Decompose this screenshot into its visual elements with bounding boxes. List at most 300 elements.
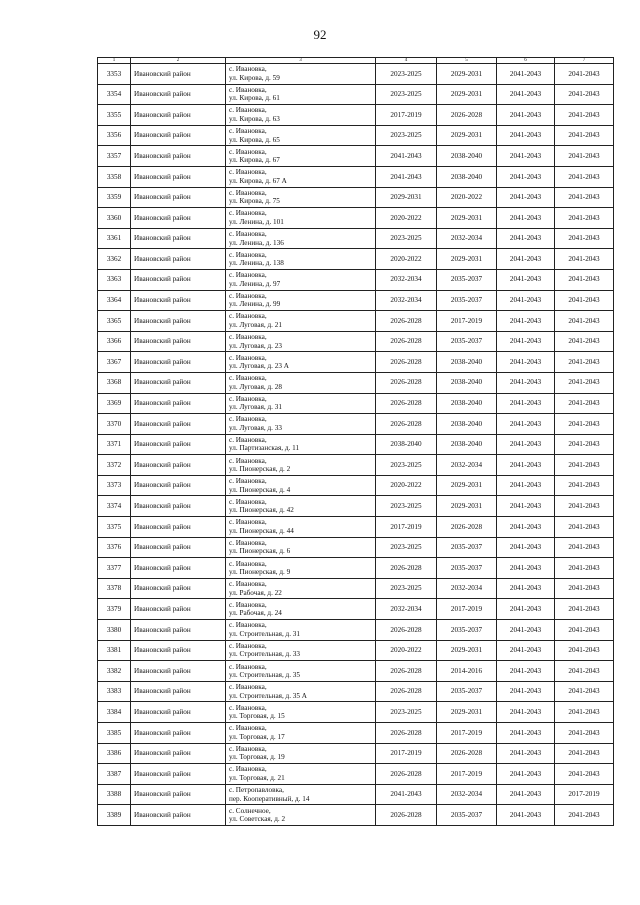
table-row bbox=[98, 372, 614, 393]
address-cell bbox=[226, 187, 376, 208]
period-col4-cell: 2026-2028 bbox=[376, 805, 437, 826]
period-col5-cell: 2026-2028 bbox=[437, 105, 497, 126]
address-cell bbox=[226, 166, 376, 187]
table-row bbox=[98, 105, 614, 126]
row-number-cell: 3389 bbox=[98, 805, 131, 826]
period-col4-cell: 2029-2031 bbox=[376, 187, 437, 208]
district-cell: Ивановский район bbox=[131, 311, 226, 332]
address-cell bbox=[226, 311, 376, 332]
row-number-cell: 3363 bbox=[98, 269, 131, 290]
period-col4-cell: 2032-2034 bbox=[376, 599, 437, 620]
address-street: ул. Ленина, д. 138 bbox=[229, 259, 284, 268]
table-row bbox=[98, 208, 614, 229]
period-col4-cell: 2038-2040 bbox=[376, 434, 437, 455]
table-body bbox=[98, 64, 614, 826]
address-settlement: с. Ивановка, bbox=[229, 415, 267, 424]
address-settlement: с. Ивановка, bbox=[229, 518, 267, 527]
period-col5-cell: 2029-2031 bbox=[437, 84, 497, 105]
period-col5-cell: 2032-2034 bbox=[437, 578, 497, 599]
row-number-cell: 3377 bbox=[98, 558, 131, 579]
row-number-cell: 3373 bbox=[98, 475, 131, 496]
period-col6-cell: 2041-2043 bbox=[497, 475, 555, 496]
address-cell bbox=[226, 208, 376, 229]
period-col4-cell: 2020-2022 bbox=[376, 640, 437, 661]
address-street: ул. Строительная, д. 35 А bbox=[229, 691, 307, 700]
period-col5-cell: 2032-2034 bbox=[437, 784, 497, 805]
district-cell: Ивановский район bbox=[131, 764, 226, 785]
address-cell bbox=[226, 434, 376, 455]
period-col6-cell: 2041-2043 bbox=[497, 269, 555, 290]
address-cell bbox=[226, 228, 376, 249]
address-cell bbox=[226, 661, 376, 682]
period-col6-cell: 2041-2043 bbox=[497, 681, 555, 702]
period-col6-cell: 2041-2043 bbox=[497, 84, 555, 105]
address-settlement: с. Ивановка, bbox=[229, 435, 267, 444]
district-cell: Ивановский район bbox=[131, 414, 226, 435]
period-col7-cell: 2017-2019 bbox=[555, 784, 614, 805]
period-col5-cell: 2035-2037 bbox=[437, 269, 497, 290]
address-street: ул. Ленина, д. 136 bbox=[229, 238, 284, 247]
address-street: ул. Строительная, д. 31 bbox=[229, 629, 300, 638]
district-cell: Ивановский район bbox=[131, 640, 226, 661]
period-col4-cell: 2026-2028 bbox=[376, 723, 437, 744]
period-col4-cell: 2032-2034 bbox=[376, 290, 437, 311]
row-number-cell: 3356 bbox=[98, 125, 131, 146]
address-cell bbox=[226, 249, 376, 270]
table-row bbox=[98, 290, 614, 311]
period-col7-cell: 2041-2043 bbox=[555, 249, 614, 270]
row-number-cell: 3357 bbox=[98, 146, 131, 167]
address-cell bbox=[226, 331, 376, 352]
period-col7-cell: 2041-2043 bbox=[555, 146, 614, 167]
address-street: ул. Пионерская, д. 9 bbox=[229, 568, 291, 577]
period-col7-cell: 2041-2043 bbox=[555, 166, 614, 187]
address-street: ул. Торговая, д. 17 bbox=[229, 732, 285, 741]
address-cell bbox=[226, 372, 376, 393]
period-col4-cell: 2017-2019 bbox=[376, 743, 437, 764]
address-cell bbox=[226, 414, 376, 435]
period-col6-cell: 2041-2043 bbox=[497, 702, 555, 723]
address-cell bbox=[226, 640, 376, 661]
address-settlement: с. Ивановка, bbox=[229, 744, 267, 753]
address-street: ул. Пионерская, д. 44 bbox=[229, 526, 294, 535]
row-number-cell: 3388 bbox=[98, 784, 131, 805]
district-cell: Ивановский район bbox=[131, 372, 226, 393]
address-street: ул. Партизанская, д. 11 bbox=[229, 444, 300, 453]
period-col5-cell: 2032-2034 bbox=[437, 228, 497, 249]
district-cell: Ивановский район bbox=[131, 393, 226, 414]
row-number-cell: 3359 bbox=[98, 187, 131, 208]
address-cell bbox=[226, 784, 376, 805]
district-cell: Ивановский район bbox=[131, 331, 226, 352]
period-col4-cell: 2026-2028 bbox=[376, 414, 437, 435]
period-col5-cell: 2035-2037 bbox=[437, 805, 497, 826]
row-number-cell: 3379 bbox=[98, 599, 131, 620]
address-street: ул. Луговая, д. 31 bbox=[229, 403, 282, 412]
address-settlement: с. Ивановка, bbox=[229, 147, 267, 156]
table-row bbox=[98, 249, 614, 270]
district-cell: Ивановский район bbox=[131, 228, 226, 249]
period-col5-cell: 2026-2028 bbox=[437, 743, 497, 764]
address-settlement: с. Ивановка, bbox=[229, 765, 267, 774]
district-cell: Ивановский район bbox=[131, 475, 226, 496]
row-number-cell: 3368 bbox=[98, 372, 131, 393]
period-col5-cell: 2035-2037 bbox=[437, 331, 497, 352]
address-settlement: с. Ивановка, bbox=[229, 85, 267, 94]
period-col4-cell: 2026-2028 bbox=[376, 661, 437, 682]
period-col5-cell: 2035-2037 bbox=[437, 620, 497, 641]
period-col7-cell: 2041-2043 bbox=[555, 764, 614, 785]
period-col6-cell: 2041-2043 bbox=[497, 558, 555, 579]
address-settlement: с. Петропавловка, bbox=[229, 786, 284, 795]
table-row bbox=[98, 743, 614, 764]
address-street: ул. Рабочая, д. 24 bbox=[229, 609, 282, 618]
address-settlement: с. Ивановка, bbox=[229, 662, 267, 671]
period-col4-cell: 2017-2019 bbox=[376, 105, 437, 126]
period-col4-cell: 2023-2025 bbox=[376, 125, 437, 146]
column-number: 4 bbox=[376, 58, 437, 64]
row-number-cell: 3365 bbox=[98, 311, 131, 332]
period-col4-cell: 2041-2043 bbox=[376, 784, 437, 805]
district-cell: Ивановский район bbox=[131, 620, 226, 641]
district-cell: Ивановский район bbox=[131, 537, 226, 558]
table-row bbox=[98, 434, 614, 455]
address-settlement: с. Ивановка, bbox=[229, 477, 267, 486]
district-cell: Ивановский район bbox=[131, 434, 226, 455]
period-col4-cell: 2026-2028 bbox=[376, 764, 437, 785]
district-cell: Ивановский район bbox=[131, 105, 226, 126]
district-cell: Ивановский район bbox=[131, 166, 226, 187]
row-number-cell: 3387 bbox=[98, 764, 131, 785]
period-col5-cell: 2032-2034 bbox=[437, 455, 497, 476]
table-row bbox=[98, 84, 614, 105]
period-col7-cell: 2041-2043 bbox=[555, 681, 614, 702]
district-cell: Ивановский район bbox=[131, 784, 226, 805]
period-col4-cell: 2026-2028 bbox=[376, 681, 437, 702]
table-row bbox=[98, 455, 614, 476]
period-col4-cell: 2023-2025 bbox=[376, 537, 437, 558]
page-number: 92 bbox=[313, 27, 327, 42]
column-number: 7 bbox=[555, 58, 614, 64]
district-cell: Ивановский район bbox=[131, 352, 226, 373]
period-col5-cell: 2038-2040 bbox=[437, 393, 497, 414]
period-col7-cell: 2041-2043 bbox=[555, 517, 614, 538]
address-cell bbox=[226, 105, 376, 126]
address-cell bbox=[226, 702, 376, 723]
period-col6-cell: 2041-2043 bbox=[497, 393, 555, 414]
period-col5-cell: 2029-2031 bbox=[437, 475, 497, 496]
period-col5-cell: 2038-2040 bbox=[437, 146, 497, 167]
period-col6-cell: 2041-2043 bbox=[497, 784, 555, 805]
address-street: пер. Кооперативный, д. 14 bbox=[229, 794, 310, 803]
district-cell: Ивановский район bbox=[131, 249, 226, 270]
district-cell: Ивановский район bbox=[131, 578, 226, 599]
period-col7-cell: 2041-2043 bbox=[555, 434, 614, 455]
period-col4-cell: 2017-2019 bbox=[376, 517, 437, 538]
period-col5-cell: 2038-2040 bbox=[437, 434, 497, 455]
period-col5-cell: 2029-2031 bbox=[437, 640, 497, 661]
address-settlement: с. Ивановка, bbox=[229, 291, 267, 300]
row-number-cell: 3360 bbox=[98, 208, 131, 229]
address-cell bbox=[226, 84, 376, 105]
address-street: ул. Торговая, д. 19 bbox=[229, 753, 285, 762]
period-col5-cell: 2029-2031 bbox=[437, 208, 497, 229]
period-col6-cell: 2041-2043 bbox=[497, 743, 555, 764]
district-cell: Ивановский район bbox=[131, 146, 226, 167]
period-col7-cell: 2041-2043 bbox=[555, 228, 614, 249]
column-number: 2 bbox=[131, 58, 226, 64]
district-cell: Ивановский район bbox=[131, 64, 226, 85]
period-col6-cell: 2041-2043 bbox=[497, 537, 555, 558]
period-col7-cell: 2041-2043 bbox=[555, 640, 614, 661]
period-col4-cell: 2023-2025 bbox=[376, 455, 437, 476]
period-col6-cell: 2041-2043 bbox=[497, 805, 555, 826]
district-cell: Ивановский район bbox=[131, 681, 226, 702]
address-settlement: с. Ивановка, bbox=[229, 333, 267, 342]
address-settlement: с. Ивановка, bbox=[229, 65, 267, 74]
table-row bbox=[98, 578, 614, 599]
address-settlement: с. Ивановка, bbox=[229, 312, 267, 321]
period-col6-cell: 2041-2043 bbox=[497, 187, 555, 208]
period-col7-cell: 2041-2043 bbox=[555, 208, 614, 229]
period-col5-cell: 2029-2031 bbox=[437, 702, 497, 723]
address-street: ул. Ленина, д. 101 bbox=[229, 217, 284, 226]
period-col6-cell: 2041-2043 bbox=[497, 640, 555, 661]
period-col4-cell: 2023-2025 bbox=[376, 228, 437, 249]
table-row bbox=[98, 352, 614, 373]
period-col6-cell: 2041-2043 bbox=[497, 64, 555, 85]
address-street: ул. Луговая, д. 21 bbox=[229, 320, 282, 329]
address-settlement: с. Ивановка, bbox=[229, 683, 267, 692]
period-col7-cell: 2041-2043 bbox=[555, 269, 614, 290]
table-row bbox=[98, 805, 614, 826]
period-col6-cell: 2041-2043 bbox=[497, 311, 555, 332]
period-col5-cell: 2038-2040 bbox=[437, 372, 497, 393]
address-settlement: с. Ивановка, bbox=[229, 106, 267, 115]
period-col6-cell: 2041-2043 bbox=[497, 764, 555, 785]
address-settlement: с. Ивановка, bbox=[229, 168, 267, 177]
address-street: ул. Кирова, д. 75 bbox=[229, 197, 280, 206]
column-number: 1 bbox=[98, 58, 131, 64]
address-cell bbox=[226, 620, 376, 641]
district-cell: Ивановский район bbox=[131, 599, 226, 620]
period-col5-cell: 2035-2037 bbox=[437, 290, 497, 311]
table-row bbox=[98, 166, 614, 187]
row-number-cell: 3355 bbox=[98, 105, 131, 126]
period-col4-cell: 2032-2034 bbox=[376, 269, 437, 290]
table-row bbox=[98, 599, 614, 620]
address-settlement: с. Ивановка, bbox=[229, 600, 267, 609]
period-col6-cell: 2041-2043 bbox=[497, 352, 555, 373]
address-cell bbox=[226, 578, 376, 599]
period-col6-cell: 2041-2043 bbox=[497, 517, 555, 538]
period-col4-cell: 2023-2025 bbox=[376, 496, 437, 517]
district-cell: Ивановский район bbox=[131, 558, 226, 579]
column-number: 6 bbox=[497, 58, 555, 64]
period-col7-cell: 2041-2043 bbox=[555, 125, 614, 146]
period-col4-cell: 2041-2043 bbox=[376, 166, 437, 187]
period-col6-cell: 2041-2043 bbox=[497, 228, 555, 249]
period-col6-cell: 2041-2043 bbox=[497, 599, 555, 620]
period-col4-cell: 2020-2022 bbox=[376, 249, 437, 270]
address-cell bbox=[226, 64, 376, 85]
period-col7-cell: 2041-2043 bbox=[555, 393, 614, 414]
period-col6-cell: 2041-2043 bbox=[497, 208, 555, 229]
period-col6-cell: 2041-2043 bbox=[497, 166, 555, 187]
table-row bbox=[98, 311, 614, 332]
period-col4-cell: 2026-2028 bbox=[376, 558, 437, 579]
row-number-cell: 3358 bbox=[98, 166, 131, 187]
period-col7-cell: 2041-2043 bbox=[555, 64, 614, 85]
address-settlement: с. Ивановка, bbox=[229, 641, 267, 650]
district-cell: Ивановский район bbox=[131, 84, 226, 105]
period-col6-cell: 2041-2043 bbox=[497, 414, 555, 435]
period-col7-cell: 2041-2043 bbox=[555, 599, 614, 620]
period-col7-cell: 2041-2043 bbox=[555, 290, 614, 311]
address-settlement: с. Ивановка, bbox=[229, 456, 267, 465]
period-col4-cell: 2026-2028 bbox=[376, 311, 437, 332]
address-settlement: с. Ивановка, bbox=[229, 394, 267, 403]
address-cell bbox=[226, 537, 376, 558]
table-row bbox=[98, 784, 614, 805]
address-cell bbox=[226, 558, 376, 579]
address-cell bbox=[226, 681, 376, 702]
period-col5-cell: 2029-2031 bbox=[437, 125, 497, 146]
address-street: ул. Кирова, д. 67 bbox=[229, 156, 280, 165]
address-street: ул. Кирова, д. 61 bbox=[229, 94, 280, 103]
row-number-cell: 3371 bbox=[98, 434, 131, 455]
address-settlement: с. Ивановка, bbox=[229, 250, 267, 259]
period-col6-cell: 2041-2043 bbox=[497, 290, 555, 311]
address-street: ул. Строительная, д. 35 bbox=[229, 671, 300, 680]
row-number-cell: 3374 bbox=[98, 496, 131, 517]
period-col7-cell: 2041-2043 bbox=[555, 455, 614, 476]
period-col5-cell: 2017-2019 bbox=[437, 311, 497, 332]
table-row bbox=[98, 331, 614, 352]
row-number-cell: 3384 bbox=[98, 702, 131, 723]
address-settlement: с. Ивановка, bbox=[229, 621, 267, 630]
address-cell bbox=[226, 517, 376, 538]
district-cell: Ивановский район bbox=[131, 269, 226, 290]
period-col5-cell: 2038-2040 bbox=[437, 352, 497, 373]
address-street: ул. Кирова, д. 63 bbox=[229, 114, 280, 123]
address-cell bbox=[226, 125, 376, 146]
table-row bbox=[98, 537, 614, 558]
period-col6-cell: 2041-2043 bbox=[497, 620, 555, 641]
address-street: ул. Ленина, д. 97 bbox=[229, 279, 281, 288]
address-street: ул. Луговая, д. 33 bbox=[229, 423, 282, 432]
period-col5-cell: 2035-2037 bbox=[437, 537, 497, 558]
address-street: ул. Строительная, д. 33 bbox=[229, 650, 300, 659]
period-col6-cell: 2041-2043 bbox=[497, 372, 555, 393]
period-col6-cell: 2041-2043 bbox=[497, 661, 555, 682]
table-row bbox=[98, 702, 614, 723]
period-col7-cell: 2041-2043 bbox=[555, 475, 614, 496]
period-col7-cell: 2041-2043 bbox=[555, 805, 614, 826]
period-col4-cell: 2026-2028 bbox=[376, 352, 437, 373]
address-settlement: с. Ивановка, bbox=[229, 538, 267, 547]
address-street: ул. Пионерская, д. 4 bbox=[229, 485, 291, 494]
address-cell bbox=[226, 496, 376, 517]
district-cell: Ивановский район bbox=[131, 496, 226, 517]
period-col4-cell: 2026-2028 bbox=[376, 393, 437, 414]
period-col5-cell: 2029-2031 bbox=[437, 64, 497, 85]
row-number-cell: 3354 bbox=[98, 84, 131, 105]
column-number: 5 bbox=[437, 58, 497, 64]
table-row bbox=[98, 187, 614, 208]
row-number-cell: 3380 bbox=[98, 620, 131, 641]
address-settlement: с. Ивановка, bbox=[229, 188, 267, 197]
address-cell bbox=[226, 743, 376, 764]
period-col7-cell: 2041-2043 bbox=[555, 578, 614, 599]
table-row bbox=[98, 475, 614, 496]
address-street: ул. Торговая, д. 21 bbox=[229, 773, 285, 782]
period-col6-cell: 2041-2043 bbox=[497, 105, 555, 126]
registry-table bbox=[97, 57, 614, 826]
period-col7-cell: 2041-2043 bbox=[555, 620, 614, 641]
row-number-cell: 3386 bbox=[98, 743, 131, 764]
table-row bbox=[98, 146, 614, 167]
address-street: ул. Кирова, д. 59 bbox=[229, 73, 280, 82]
period-col6-cell: 2041-2043 bbox=[497, 723, 555, 744]
period-col4-cell: 2041-2043 bbox=[376, 146, 437, 167]
address-cell bbox=[226, 146, 376, 167]
period-col4-cell: 2026-2028 bbox=[376, 372, 437, 393]
row-number-cell: 3382 bbox=[98, 661, 131, 682]
period-col6-cell: 2041-2043 bbox=[497, 434, 555, 455]
period-col4-cell: 2020-2022 bbox=[376, 475, 437, 496]
table-row bbox=[98, 681, 614, 702]
table-row bbox=[98, 414, 614, 435]
period-col6-cell: 2041-2043 bbox=[497, 331, 555, 352]
address-street: ул. Кирова, д. 65 bbox=[229, 135, 280, 144]
address-cell bbox=[226, 723, 376, 744]
period-col7-cell: 2041-2043 bbox=[555, 537, 614, 558]
address-settlement: с. Ивановка, bbox=[229, 703, 267, 712]
period-col5-cell: 2035-2037 bbox=[437, 681, 497, 702]
address-street: ул. Пионерская, д. 42 bbox=[229, 506, 294, 515]
period-col6-cell: 2041-2043 bbox=[497, 496, 555, 517]
district-cell: Ивановский район bbox=[131, 290, 226, 311]
period-col5-cell: 2029-2031 bbox=[437, 496, 497, 517]
period-col7-cell: 2041-2043 bbox=[555, 105, 614, 126]
address-settlement: с. Ивановка, bbox=[229, 580, 267, 589]
row-number-cell: 3367 bbox=[98, 352, 131, 373]
row-number-cell: 3383 bbox=[98, 681, 131, 702]
table-row bbox=[98, 620, 614, 641]
address-street: ул. Луговая, д. 23 bbox=[229, 341, 282, 350]
table-row bbox=[98, 393, 614, 414]
period-col4-cell: 2023-2025 bbox=[376, 702, 437, 723]
period-col7-cell: 2041-2043 bbox=[555, 558, 614, 579]
row-number-cell: 3370 bbox=[98, 414, 131, 435]
period-col4-cell: 2023-2025 bbox=[376, 64, 437, 85]
address-settlement: с. Ивановка, bbox=[229, 497, 267, 506]
period-col7-cell: 2041-2043 bbox=[555, 331, 614, 352]
row-number-cell: 3376 bbox=[98, 537, 131, 558]
row-number-cell: 3366 bbox=[98, 331, 131, 352]
period-col5-cell: 2029-2031 bbox=[437, 249, 497, 270]
address-cell bbox=[226, 352, 376, 373]
period-col5-cell: 2014-2016 bbox=[437, 661, 497, 682]
period-col4-cell: 2026-2028 bbox=[376, 620, 437, 641]
period-col5-cell: 2035-2037 bbox=[437, 558, 497, 579]
district-cell: Ивановский район bbox=[131, 702, 226, 723]
row-number-cell: 3353 bbox=[98, 64, 131, 85]
period-col7-cell: 2041-2043 bbox=[555, 187, 614, 208]
address-street: ул. Торговая, д. 15 bbox=[229, 712, 285, 721]
row-number-cell: 3375 bbox=[98, 517, 131, 538]
